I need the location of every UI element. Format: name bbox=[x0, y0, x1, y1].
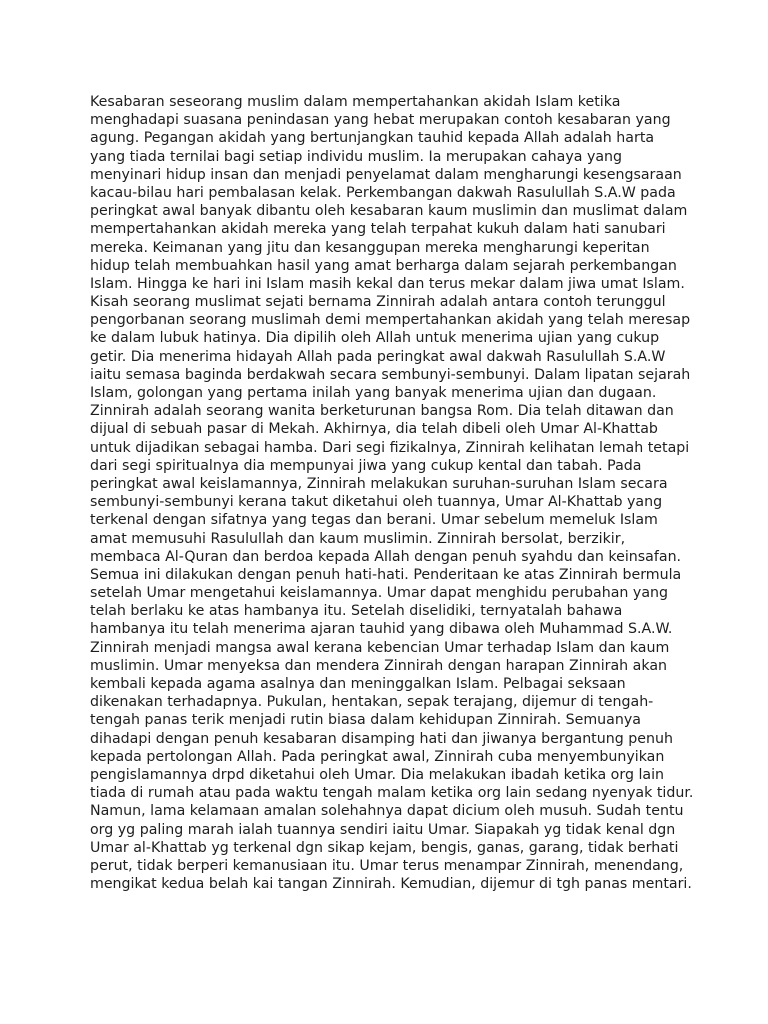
text-line: hambanya itu telah menerima ajaran tauhid yang dibawa oleh Muhammad S.A.W. bbox=[90, 621, 673, 638]
text-line: getir. Dia menerima hidayah Allah pada peringkat awal dakwah Rasulullah S.A.W bbox=[90, 348, 666, 365]
text-line: kepada pertolongan Allah. Pada peringkat awal, Zinnirah cuba menyembunyikan bbox=[90, 748, 665, 765]
text-line: perut, tidak berperi kemanusiaan itu. Umar terus menampar Zinnirah, menendang, bbox=[90, 857, 684, 874]
text-line: Namun, lama kelamaan amalan solehahnya dapat dicium oleh musuh. Sudah tentu bbox=[90, 803, 684, 820]
text-line: pengorbanan seorang muslimah demi mempertahankan akidah yang telah meresap bbox=[90, 312, 691, 329]
text-line: peringkat awal banyak dibantu oleh kesabaran kaum muslimin dan muslimat dalam bbox=[90, 203, 688, 220]
text-line: Islam. Hingga ke hari ini Islam masih kekal dan terus mekar dalam jiwa umat Islam. bbox=[90, 275, 685, 292]
text-line: dari segi spiritualnya dia mempunyai jiwa yang cukup kental dan tabah. Pada bbox=[90, 457, 642, 474]
text-line: yang tiada ternilai bagi setiap individu muslim. Ia merupakan cahaya yang bbox=[90, 148, 623, 165]
text-line: kembali kepada agama asalnya dan meninggalkan Islam. Pelbagai seksaan bbox=[90, 676, 626, 692]
text-line: hidup telah membuahkan hasil yang amat berharga dalam sejarah perkembangan bbox=[90, 257, 677, 274]
text-line: pengislamannya drpd diketahui oleh Umar. Dia melakukan ibadah ketika org lain bbox=[90, 766, 665, 783]
text-line: membaca Al-Quran dan berdoa kepada Allah dengan penuh syahdu dan keinsafan. bbox=[90, 548, 682, 565]
text-line: telah berlaku ke atas hambanya itu. Setelah diselidiki, ternyatalah bahawa bbox=[90, 603, 623, 620]
body-text bbox=[90, 93, 694, 893]
text-line: menghadapi suasana penindasan yang hebat merupakan contoh kesabaran yang bbox=[90, 112, 671, 129]
text-line: org yg paling marah ialah tuannya sendiri iaitu Umar. Siapakah yg tidak kenal dgn bbox=[90, 821, 676, 838]
text-line: amat memusuhi Rasulullah dan kaum muslimin. Zinnirah bersolat, berzikir, bbox=[90, 530, 626, 547]
text-line: untuk dijadikan sebagai hamba. Dari segi fizikalnya, Zinnirah kelihatan lemah tetapi bbox=[90, 439, 690, 456]
text-line: agung. Pegangan akidah yang bertunjangkan tauhid kepada Allah adalah harta bbox=[90, 130, 655, 147]
text-line: tiada di rumah atau pada waktu tengah malam ketika org lain sedang nyenyak tidur. bbox=[90, 785, 694, 802]
text-line: Zinnirah menjadi mangsa awal kerana kebencian Umar terhadap Islam dan kaum bbox=[90, 639, 670, 656]
text-line: Kesabaran seseorang muslim dalam mempertahankan akidah Islam ketika bbox=[90, 94, 621, 110]
text-line: Islam, golongan yang pertama inilah yang banyak menerima ujian dan dugaan. bbox=[90, 385, 657, 401]
text-line: Kisah seorang muslimat sejati bernama Zinnirah adalah antara contoh terunggul bbox=[90, 294, 666, 311]
text-line: dihadapi dengan penuh kesabaran disamping hati dan jiwanya bergantung penuh bbox=[90, 730, 673, 747]
text-line: dikenakan terhadapnya. Pukulan, hentakan, sepak terajang, dijemur di tengah- bbox=[90, 694, 654, 711]
text-line: menyinari hidup insan dan menjadi penyelamat dalam mengharungi kesengsaraan bbox=[90, 166, 682, 183]
text-line: setelah Umar mengetahui keislamannya. Umar dapat menghidu perubahan yang bbox=[90, 585, 669, 602]
text-line: tengah panas terik menjadi rutin biasa dalam kehidupan Zinnirah. Semuanya bbox=[90, 712, 641, 729]
text-line: mengikat kedua belah kai tangan Zinnirah. Kemudian, dijemur di tgh panas mentari. bbox=[90, 876, 692, 893]
text-line: kacau-bilau hari pembalasan kelak. Perkembangan dakwah Rasulullah S.A.W pada bbox=[90, 184, 676, 201]
text-line: iaitu semasa baginda berdakwah secara sembunyi-sembunyi. Dalam lipatan sejarah bbox=[90, 366, 691, 383]
text-line: peringkat awal keislamannya, Zinnirah melakukan suruhan-suruhan Islam secara bbox=[90, 475, 668, 492]
text-line: Umar al-Khattab yg terkenal dgn sikap kejam, bengis, ganas, garang, tidak berhati bbox=[90, 839, 679, 856]
text-line: terkenal dengan sifatnya yang tegas dan berani. Umar sebelum memeluk Islam bbox=[90, 512, 658, 529]
text-line: Zinnirah adalah seorang wanita berketurunan bangsa Rom. Dia telah ditawan dan bbox=[90, 403, 674, 420]
text-line: muslimin. Umar menyeksa dan mendera Zinnirah dengan harapan Zinnirah akan bbox=[90, 657, 668, 674]
text-line: sembunyi-sembunyi kerana takut diketahui oleh tuannya, Umar Al-Khattab yang bbox=[90, 494, 663, 511]
text-line: dijual di sebuah pasar di Mekah. Akhirnya, dia telah dibeli oleh Umar Al-Khattab bbox=[90, 421, 658, 438]
text-line: Semua ini dilakukan dengan penuh hati-hati. Penderitaan ke atas Zinnirah bermula bbox=[90, 566, 682, 583]
text-line: mereka. Keimanan yang jitu dan kesanggupan mereka mengharungi keperitan bbox=[90, 239, 650, 256]
text-line: mempertahankan akidah mereka yang telah terpahat kukuh dalam hati sanubari bbox=[90, 221, 666, 238]
text-line: ke dalam lubuk hatinya. Dia dipilih oleh Allah untuk menerima ujian yang cukup bbox=[90, 330, 660, 347]
